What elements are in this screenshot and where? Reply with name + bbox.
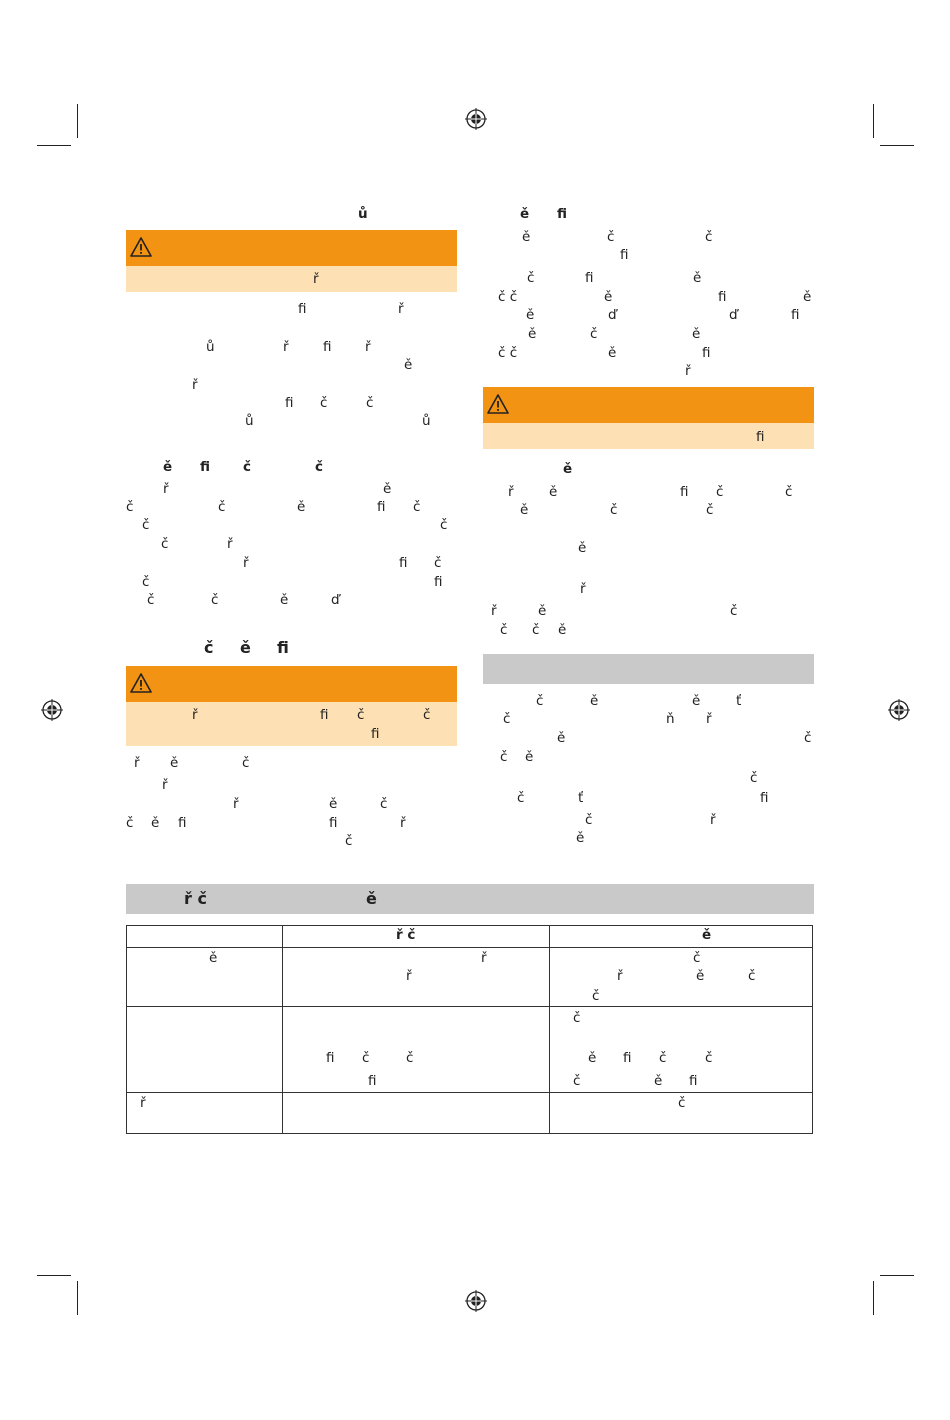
body-text: fi <box>620 247 629 263</box>
body-text: č <box>716 484 724 500</box>
body-text: č <box>142 574 150 590</box>
para-text: ř <box>365 339 371 355</box>
registration-mark-icon <box>41 699 63 721</box>
body-text: ě <box>578 540 587 556</box>
crop-mark-bottom-right-h <box>880 1275 914 1276</box>
table-header-cell <box>127 926 283 948</box>
body-text: ř <box>227 536 233 552</box>
body-text: č <box>147 592 155 608</box>
table-header-bar <box>126 884 814 914</box>
body-text: ř <box>400 815 406 831</box>
table-section-heading: ě <box>366 889 377 908</box>
registration-mark-icon <box>465 108 487 130</box>
body-text: ě <box>520 502 529 518</box>
warning-bar <box>126 230 457 266</box>
body-text: ď <box>608 307 617 323</box>
body-text: ř <box>162 777 168 793</box>
body-text: ě <box>151 815 160 831</box>
registration-mark-icon <box>465 1290 487 1312</box>
para-text: ř <box>283 339 289 355</box>
section-heading: fi <box>557 206 568 222</box>
section-heading: č <box>243 459 252 475</box>
body-text: č <box>500 749 508 765</box>
body-text: ř <box>233 796 239 812</box>
para-text: č <box>320 395 328 411</box>
body-text: fi <box>329 815 338 831</box>
body-text: fi <box>399 555 408 571</box>
body-text: ř <box>243 555 249 571</box>
table-cell: ě <box>127 948 283 1007</box>
warning-sub-text: fi <box>320 707 329 723</box>
registration-mark-icon <box>888 699 910 721</box>
body-text: č <box>730 603 738 619</box>
warning-subbar <box>126 702 457 746</box>
body-text: ě <box>608 345 617 361</box>
body-text: ě <box>280 592 289 608</box>
body-text: fi <box>760 790 769 806</box>
body-text: č <box>610 502 618 518</box>
body-text: fi <box>680 484 689 500</box>
body-text: ě <box>538 603 547 619</box>
table-cell: fi č č fi <box>283 1007 550 1093</box>
body-text: ř <box>710 812 716 828</box>
para-text: ů <box>206 339 215 355</box>
section-heading: fi <box>200 459 211 475</box>
table-cell: ř ř <box>283 948 550 1007</box>
para-text: č <box>366 395 374 411</box>
body-text: č <box>532 622 540 638</box>
body-text: č <box>126 499 134 515</box>
crop-mark-bottom-right-v <box>873 1281 874 1315</box>
body-text: ř <box>134 755 140 771</box>
warning-sub-text: ř <box>192 707 198 723</box>
body-text: ř <box>163 481 169 497</box>
body-text: ě <box>526 307 535 323</box>
para-text: fi <box>298 301 307 317</box>
section-heading: ě <box>520 206 530 222</box>
body-text: č <box>607 229 615 245</box>
body-text: ě <box>297 499 306 515</box>
section-heading: ě <box>240 638 251 657</box>
body-text: č <box>218 499 226 515</box>
body-text: ř <box>508 484 514 500</box>
body-text: ě <box>590 693 599 709</box>
warning-sub-text: č <box>357 707 365 723</box>
table-row <box>127 948 813 1007</box>
body-text: ě <box>170 755 179 771</box>
body-text: č <box>585 812 593 828</box>
body-text: č <box>517 790 525 806</box>
body-text: č <box>126 815 134 831</box>
warning-triangle-icon <box>130 673 152 693</box>
section-heading: č <box>315 459 324 475</box>
warning-triangle-icon <box>130 237 152 257</box>
body-text: č <box>434 555 442 571</box>
body-text: č <box>345 833 353 849</box>
body-text: ě <box>329 796 338 812</box>
crop-mark-top-right-h <box>880 145 914 146</box>
body-text: ě <box>522 229 531 245</box>
body-text: fi <box>702 345 711 361</box>
body-text: fi <box>434 574 443 590</box>
crop-mark-bottom-left-v <box>77 1281 78 1315</box>
body-text: ě <box>692 693 701 709</box>
table-header-cell: ř č <box>283 926 550 948</box>
warning-sub-text: ř <box>313 271 319 287</box>
section-heading: č <box>204 638 214 657</box>
body-text: č <box>706 502 714 518</box>
para-text: fi <box>323 339 332 355</box>
warning-bar <box>483 387 814 423</box>
body-text: č <box>527 270 535 286</box>
table-section-heading: ř č <box>184 889 207 908</box>
body-text: č <box>590 326 598 342</box>
body-text: ě <box>692 326 701 342</box>
body-text: ě <box>576 830 585 846</box>
body-text: ť <box>578 790 584 806</box>
body-text: ě <box>693 270 702 286</box>
body-text: ě <box>557 730 566 746</box>
table-cell: č ř ě č č <box>550 948 813 1007</box>
para-text: ů <box>422 413 431 429</box>
table-cell <box>127 1007 283 1093</box>
body-text: č <box>500 622 508 638</box>
warning-triangle-icon <box>487 394 509 414</box>
table-header-cell: ě <box>550 926 813 948</box>
warning-sub-text: fi <box>371 726 380 742</box>
spec-table <box>126 925 813 1134</box>
crop-mark-top-left-v <box>77 104 78 138</box>
para-text: ř <box>192 377 198 393</box>
body-text: č <box>413 499 421 515</box>
table-row <box>127 1007 813 1093</box>
body-text: ď <box>729 307 738 323</box>
body-text: č <box>161 536 169 552</box>
body-text: č <box>536 693 544 709</box>
section-heading: ě <box>163 459 173 475</box>
body-text: ě <box>383 481 392 497</box>
body-text: č <box>142 517 150 533</box>
section-header-bar <box>483 654 814 684</box>
crop-mark-top-right-v <box>873 104 874 138</box>
table-cell <box>283 1093 550 1134</box>
body-text: ř <box>580 581 586 597</box>
body-text: ě <box>604 289 613 305</box>
warning-sub-text: č <box>423 707 431 723</box>
section-heading: fi <box>277 638 289 657</box>
body-text: ř <box>685 363 691 379</box>
body-text: č č <box>498 345 518 361</box>
body-text: fi <box>178 815 187 831</box>
body-text: fi <box>377 499 386 515</box>
table-row <box>127 1093 813 1134</box>
table-cell: č ě fi č č č ě fi <box>550 1007 813 1093</box>
body-text: č <box>785 484 793 500</box>
body-text: č č <box>498 289 518 305</box>
body-text: č <box>211 592 219 608</box>
body-text: č <box>242 755 250 771</box>
body-text: ě <box>803 289 812 305</box>
body-text: ě <box>528 326 537 342</box>
body-text: ě <box>549 484 558 500</box>
body-text: fi <box>791 307 800 323</box>
crop-mark-bottom-left-h <box>37 1275 71 1276</box>
body-text: ř <box>491 603 497 619</box>
para-text: ě <box>404 357 413 373</box>
crop-mark-top-left-h <box>37 145 71 146</box>
body-text: fi <box>718 289 727 305</box>
para-text: ř <box>398 301 404 317</box>
table-cell: č <box>550 1093 813 1134</box>
body-text: č <box>503 711 511 727</box>
body-text: č <box>750 770 758 786</box>
body-text: č <box>705 229 713 245</box>
body-text: ď <box>331 592 340 608</box>
para-text: ů <box>245 413 254 429</box>
body-text: č <box>804 730 812 746</box>
warning-bar <box>126 666 457 702</box>
body-text: č <box>380 796 388 812</box>
body-text: ň <box>666 711 675 727</box>
body-text: č <box>440 517 448 533</box>
table-cell: ř <box>127 1093 283 1134</box>
body-text: ť <box>736 693 742 709</box>
body-text: fi <box>585 270 594 286</box>
warning-sub-text: fi <box>756 429 765 445</box>
warning-subbar <box>126 266 457 292</box>
body-text: ě <box>558 622 567 638</box>
left-intro-heading: ů <box>358 206 368 222</box>
body-text: ě <box>525 749 534 765</box>
table-header-row <box>127 926 813 948</box>
para-text: fi <box>285 395 294 411</box>
section-heading: ě <box>563 461 573 477</box>
body-text: ř <box>706 711 712 727</box>
